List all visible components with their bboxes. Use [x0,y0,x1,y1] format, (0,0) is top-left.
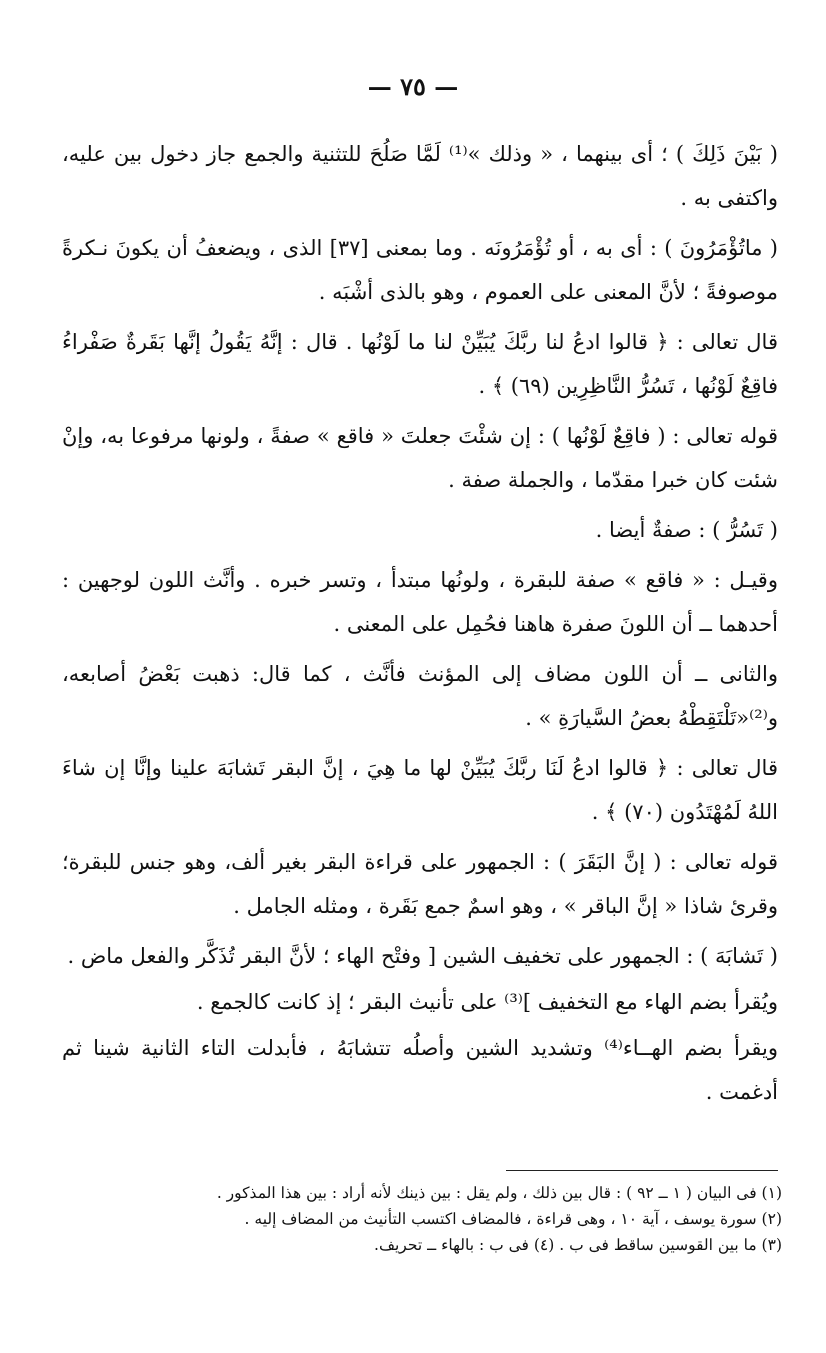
paragraph-faqi-lawnuha: قوله تعالى : ( فاقِعٌ لَوْنُها ) : إن شئْتَ جعلتَ « فاقع » صفةً ، ولونها مرفوعا به، وإنْ شئت كان خبرا مقدّما ، والجملة صفة . [62,424,778,492]
quran-verse-70: قال تعالى : ﴿ قالوا ادعُ لَنَا ربَّكَ يُبَيِّنْ لها ما هِيَ ، إنَّ البقر تَشابَهَ علينا وإنَّا إن شاءَ اللهُ لَمُهْتَدُون (٧٠) ﴾ . [62,756,778,824]
paragraph-tasurru: ( تَسُرُّ ) : صفةٌ أيضا . [595,518,778,542]
footnotes [60,1180,782,1258]
footnote-divider [506,1170,778,1171]
paragraph-bayna-dhalika: ( بَيْنَ ذَلِكَ ) ؛ أى بينهما ، « وذلك »⁽¹⁾ لَمَّا صَلُحَ للتثنية والجمع جاز دخول بين عليه، واكتفى به . [62,142,778,210]
footnote-2: (٢) سورة يوسف ، آية ١٠ ، وهى قراءة ، فالمضاف اكتسب التأنيث من المضاف إليه . [244,1210,782,1228]
paragraph-ma-tumarun: ( ماتُؤْمَرُونَ ) : أى به ، أو تُؤْمَرُونَه . وما بمعنى [٣٧] الذى ، ويضعفُ أن يكونَ نـكرةً موصوفةً ؛ لأنَّ المعنى على العموم ، وهو بالذى أشْبَه . [62,236,778,304]
paragraph-inna-albaqar: قوله تعالى : ( إنَّ البَقَرَ ) : الجمهور على قراءة البقر بغير ألف، وهو جنس للبقرة؛ وقرئ شاذا « إنَّ الباقر » ، وهو اسمٌ جمع بَقَرة ، ومثله الجامل . [62,850,778,918]
paragraph-tashdid: ويقرأ بضم الهــاء⁽⁴⁾ وتشديد الشين وأصلُه تتشابَهُ ، فأبدلت التاء الثانية شينا ثم أدغمت . [62,1036,779,1104]
footnote-3-4: (٣) ما بين القوسين ساقط فى ب . (٤) فى ب : بالهاء ــ تحريف. [374,1236,782,1254]
paragraph-qila: وقيـل : « فاقع » صفة للبقرة ، ولونُها مبتدأ ، وتسر خبره . وأنَّث اللون لوجهين : أحدهما ــ أن اللونَ صفرة هاهنا فحُمِل على المعنى . [62,568,778,636]
page-number: — ٧٥ — [367,72,459,101]
main-text [62,132,778,1120]
footnote-1: (١) فى البيان ( ١ ــ ٩٢ ) : قال بين ذلك ، ولم يقل : بين ذينك لأنه أراد : بين هذا المذكور . [216,1184,782,1202]
paragraph-thani: والثانى ــ أن اللون مضاف إلى المؤنث فأنَّث ، كما قال: ذهبت بَعْضُ أصابعه، و⁽²⁾«تَلْتَقِطْهُ بعضُ السَّيارَةِ » . [62,662,778,730]
paragraph-tashabaha: ( تَشابَهَ ) : الجمهور على تخفيف الشين [ وفتْح الهاء ؛ لأنَّ البقر تُذَكَّر والفعل ماض . [67,944,778,968]
paragraph-yuqra-damm: ويُقرأ بضم الهاء مع التخفيف ]⁽³⁾ على تأنيث البقر ؛ إذ كانت كالجمع . [196,990,778,1014]
quran-verse-69: قال تعالى : ﴿ قالوا ادعُ لنا ربَّكَ يُبَيِّنْ لنا ما لَوْنُها . قال : إنَّهُ يَقُولُ إنَّها بَقَرةٌ صَفْراءُ فاقِعٌ لَوْنُها ، تَسُرُّ النَّاظِرِين (٦٩) ﴾ . [62,330,778,398]
